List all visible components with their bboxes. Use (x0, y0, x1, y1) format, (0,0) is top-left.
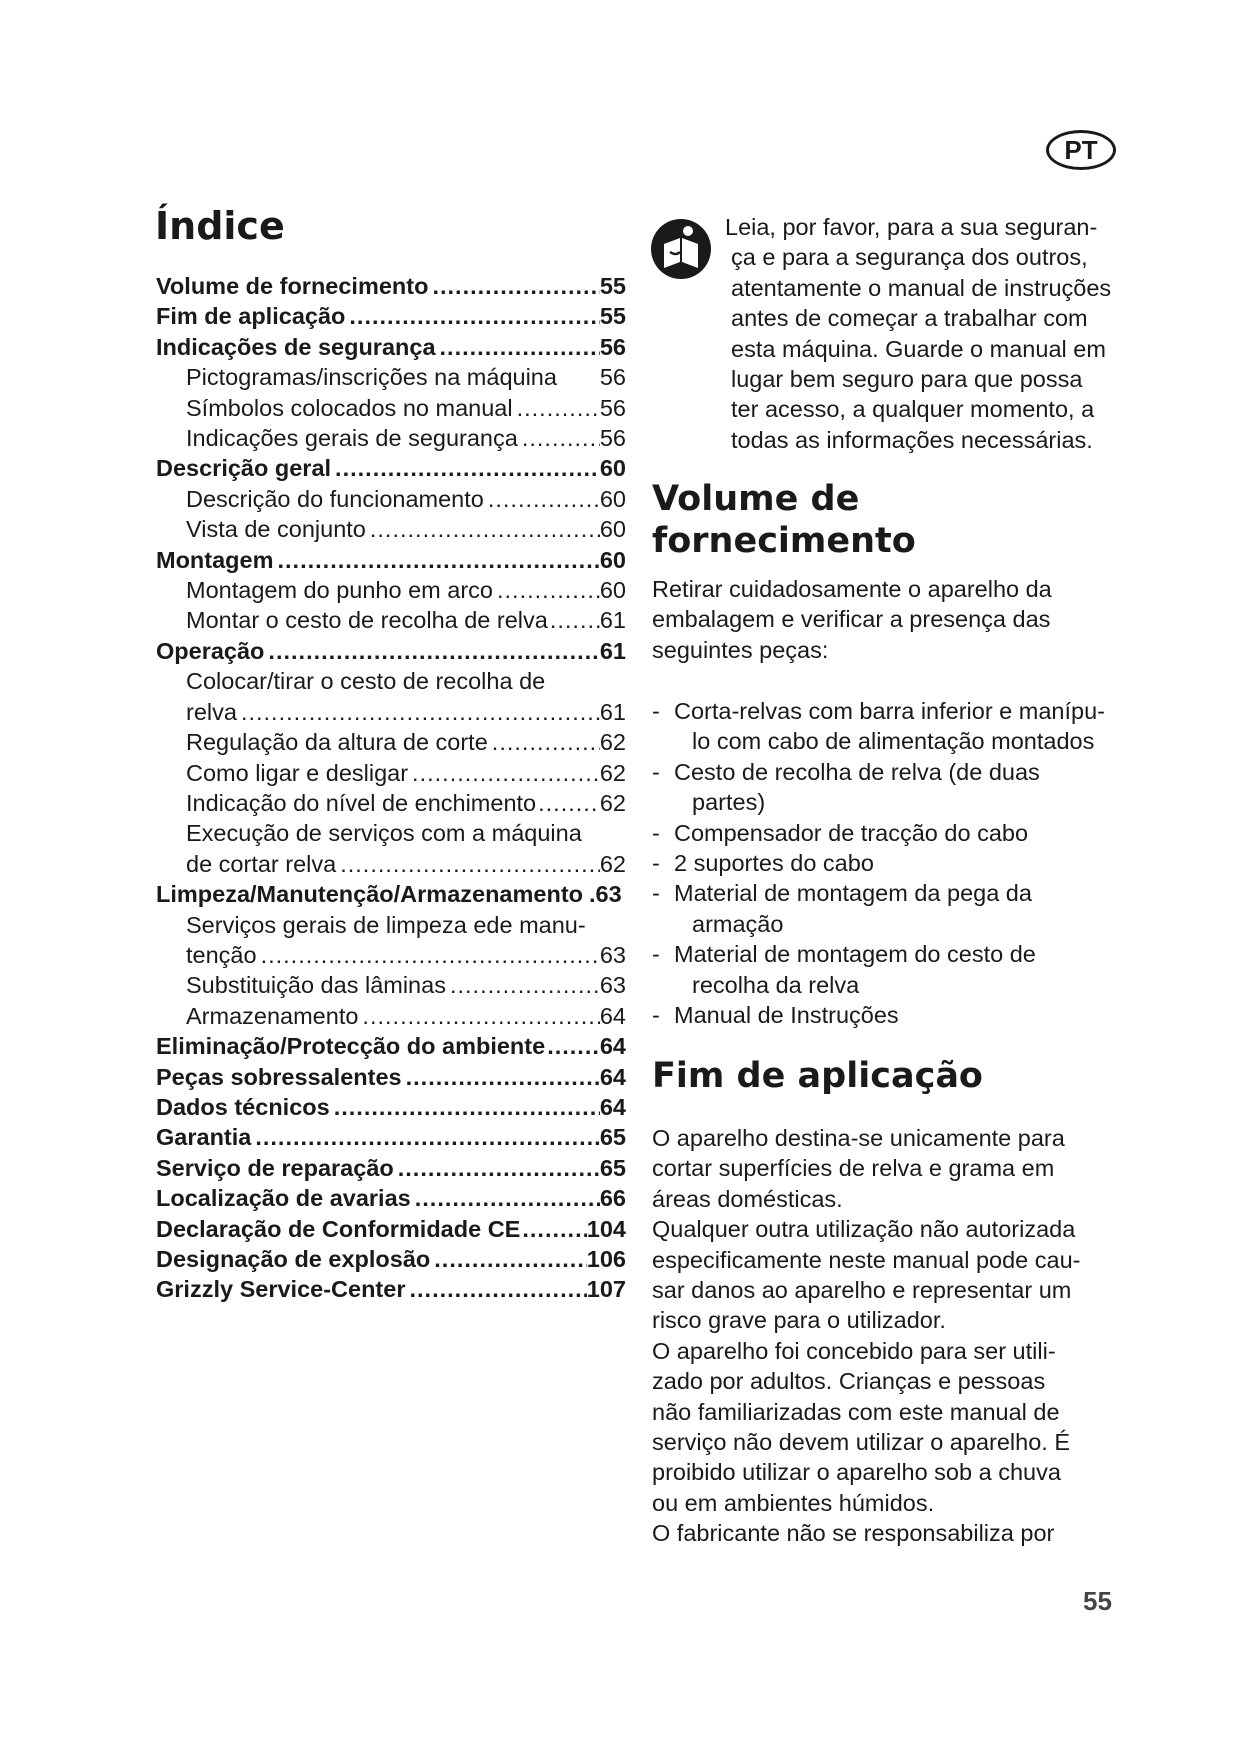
paragraph-line: Retirar cuidadosamente o aparelho da (652, 576, 1052, 602)
toc-entry[interactable]: Vista de conjunto ..... 60 (156, 514, 626, 544)
toc-entry[interactable]: Indicações gerais de segurança ..... 56 (156, 423, 626, 453)
toc-entry[interactable]: Serviços gerais de limpeza ede manu- (186, 911, 586, 938)
list-item: - 2 suportes do cabo (652, 850, 874, 877)
toc-title: Índice (155, 204, 285, 248)
volume-heading-line: fornecimento (652, 521, 916, 561)
list-item: - Material de montagem do cesto de recolha da relva (652, 941, 1036, 998)
toc-entry[interactable]: Execução de serviços com a máquina (186, 820, 582, 847)
intro-line: antes de começar a trabalhar com (731, 305, 1088, 332)
list-item: - Manual de Instruções (652, 1002, 899, 1029)
toc-entry[interactable]: Colocar/tirar o cesto de recolha de (186, 668, 546, 695)
intro-line: esta máquina. Guarde o manual em (731, 335, 1106, 362)
intro-line: ter acesso, a qualquer momento, a (731, 396, 1095, 423)
toc-entry[interactable]: Montagem do punho em arco ..... 60 (156, 575, 626, 605)
toc-entry[interactable]: Grizzly Service-Center ..... 107 (156, 1274, 626, 1304)
paragraph-line: O aparelho destina-se unicamente para (652, 1125, 1065, 1151)
paragraph-line: proibido utilizar o aparelho sob a chuva (652, 1459, 1061, 1486)
toc-entry[interactable]: Limpeza/Manutenção/Armazenamento .63 (156, 881, 622, 908)
list-item: - Corta-relvas com barra inferior e manípu- lo com cabo de alimentação montados (652, 698, 1105, 755)
toc-entry[interactable]: Descrição geral ..... 60 (156, 453, 626, 483)
volume-paragraph (652, 574, 1172, 665)
volume-heading-line: Volume de (652, 479, 860, 519)
intro-line: ça e para a segurança dos outros, (731, 244, 1088, 271)
paragraph-line: serviço não devem utilizar o aparelho. É (652, 1429, 1070, 1456)
toc-entry-continued[interactable]: de cortar relva ..... 62 (156, 849, 626, 879)
toc-entry-continued[interactable]: tenção ..... 63 (156, 940, 626, 970)
toc-entry[interactable]: Peças sobressalentes ..... 64 (156, 1062, 626, 1092)
purpose-paragraph (652, 1123, 1172, 1549)
intro-line: atentamente o manual de instruções (731, 274, 1112, 301)
toc-entry[interactable]: Símbolos colocados no manual ..... 56 (156, 393, 626, 423)
safety-intro (725, 212, 1145, 455)
toc-entry[interactable]: Pictogramas/inscrições na máquina 56 (186, 364, 626, 391)
intro-line: lugar bem seguro para que possa (731, 366, 1083, 393)
paragraph-line: O fabricante não se responsabiliza por (652, 1520, 1055, 1547)
purpose-heading: Fim de aplicação (652, 1056, 983, 1096)
toc-entry[interactable]: Garantia ..... 65 (156, 1122, 626, 1152)
toc-entry[interactable]: Fim de aplicação ..... 55 (156, 301, 626, 331)
toc-entry[interactable]: Localização de avarias ..... 66 (156, 1183, 626, 1213)
list-item: - Material de montagem da pega da armação (652, 880, 1032, 937)
toc-entry[interactable]: Dados técnicos ..... 64 (156, 1092, 626, 1122)
paragraph-line: risco grave para o utilizador. (652, 1307, 946, 1334)
volume-heading (652, 478, 916, 562)
toc-entry[interactable]: Volume de fornecimento ..... 55 (156, 271, 626, 301)
toc-entry[interactable]: Montagem ..... 60 (156, 545, 626, 575)
toc-entry[interactable]: Armazenamento ..... 64 (156, 1001, 626, 1031)
read-manual-icon (650, 218, 712, 280)
list-item: - Cesto de recolha de relva (de duas partes) (652, 758, 1040, 816)
list-item: - Compensador de tracção do cabo (652, 819, 1029, 846)
paragraph-line: Qualquer outra utilização não autorizada (652, 1216, 1076, 1243)
paragraph-line: zado por adultos. Crianças e pessoas (652, 1368, 1046, 1395)
intro-line: Leia, por favor, para a sua seguran- (725, 214, 1098, 240)
paragraph-line: não familiarizadas com este manual de (652, 1398, 1060, 1425)
toc-entry[interactable]: Indicações de segurança ..... 56 (156, 332, 626, 362)
toc-entry-continued[interactable]: relva ..... 61 (156, 697, 626, 727)
toc-entry[interactable]: Substituição das lâminas ..... 63 (156, 970, 626, 1000)
paragraph-line: sar danos ao aparelho e representar um (652, 1277, 1072, 1304)
toc-entry[interactable]: Montar o cesto de recolha de relva ..... 61 (156, 605, 626, 635)
toc-entry[interactable]: Descrição do funcionamento ..... 60 (156, 484, 626, 514)
intro-line: todas as informações necessárias. (731, 426, 1093, 453)
toc-entry[interactable]: Designação de explosão ..... 106 (156, 1244, 626, 1274)
paragraph-line: seguintes peças: (652, 636, 829, 663)
paragraph-line: O aparelho foi concebido para ser utili- (652, 1337, 1056, 1364)
paragraph-line: especificamente neste manual pode cau- (652, 1246, 1081, 1273)
delivery-list (652, 696, 1172, 1030)
paragraph-line: cortar superfícies de relva e grama em (652, 1155, 1055, 1182)
toc-entry[interactable]: Operação ..... 61 (156, 636, 626, 666)
paragraph-line: áreas domésticas. (652, 1185, 843, 1212)
toc-entry[interactable]: Como ligar e desligar ..... 62 (156, 758, 626, 788)
toc-entry[interactable]: Indicação do nível de enchimento ..... 62 (156, 788, 626, 818)
toc-entry[interactable]: Serviço de reparação ..... 65 (156, 1153, 626, 1183)
toc-entry[interactable]: Regulação da altura de corte ..... 62 (156, 727, 626, 757)
language-badge: PT (1046, 130, 1116, 170)
paragraph-line: ou em ambientes húmidos. (652, 1489, 935, 1516)
toc-entry[interactable]: Declaração de Conformidade CE ..... 104 (156, 1214, 626, 1244)
paragraph-line: embalagem e verificar a presença das (652, 606, 1051, 633)
page-number: 55 (1083, 1586, 1112, 1616)
toc-entry[interactable]: Eliminação/Protecção do ambiente ..... 64 (156, 1031, 626, 1061)
table-of-contents (156, 271, 626, 1305)
